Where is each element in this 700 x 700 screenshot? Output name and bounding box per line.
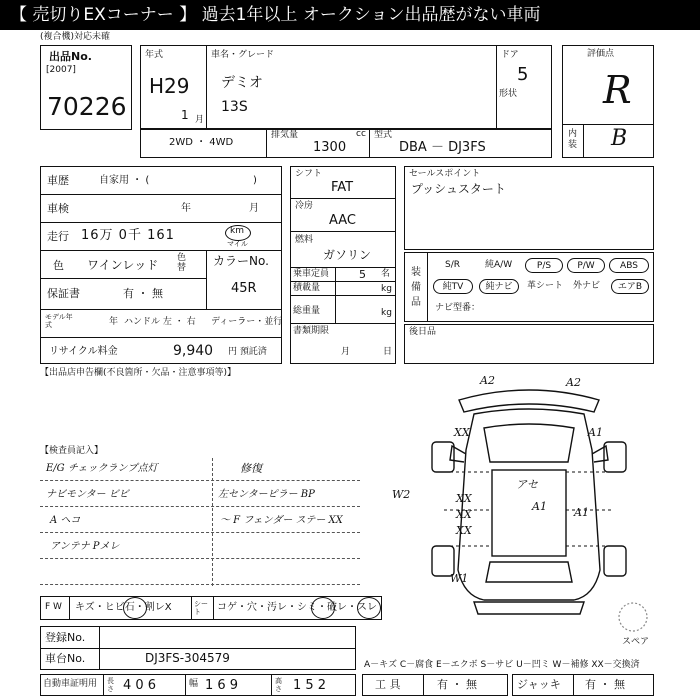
sales-point-value: プッシュスタート [411,182,506,196]
handle-value: ハンドル 左 ・ 右 [124,317,196,327]
inspection-month: 月 [249,203,259,214]
recycle-value: 9,940 [173,343,214,359]
mileage-label: 走行 [47,230,69,243]
model-year-label: モデル年式 [45,313,73,329]
aircon-value: AAC [329,213,356,228]
equip-pw: P/W [567,258,605,273]
shift-value: FAT [331,180,354,195]
color-value: ワインレッド [87,258,159,272]
weight-unit: kg [381,308,392,318]
equipment-box [404,252,654,322]
certificate-label: 自動車証明用 [43,679,98,689]
recycle-note: 円 預託済 [228,347,267,357]
fuel-value: ガソリン [323,248,372,262]
jack-label: ジャッキ [517,678,561,691]
year-label: 年式 [145,50,164,60]
exhibitor-label: 【出品店申告欄(不良箇所・欠品・注意事項等)】 [40,368,237,378]
chassis-label: 車台No. [45,652,86,665]
jack-value: 有 ・ 無 [585,678,625,691]
length-label: 長さ [107,677,114,693]
lot-year: [2007] [46,65,76,75]
color-no-label: カラーNo. [213,254,269,268]
note-right-1: 修復 [240,462,262,475]
equip-aw: 純A/W [485,260,513,270]
diagram-mark-a2-left: A2 [480,374,495,387]
seat-items: コゲ・穴・汚レ・シミ・破レ・スレ [217,602,377,613]
page-banner: 【 売切りEXコーナー 】 過去1年以上 オークション出品歴がない車両 [0,0,700,30]
load-unit: kg [381,284,392,294]
interior-score: B [611,126,628,151]
aircon-label: 冷房 [295,201,314,211]
shape-label: 形状 [499,89,518,99]
registration-month: 月 [341,347,351,357]
registration-label: 書類期限 [293,326,330,336]
weight-label: 総重量 [293,306,321,316]
equip-navi: 純ナビ [479,279,519,294]
spare-tire-icon [616,600,650,634]
note-right-2: 左センターピラー BP [218,489,315,500]
equipment-label: 装備品 [411,267,421,308]
diagram-mark-ase: アセ [516,478,538,491]
year-value: H29 [149,74,190,98]
door-label: ドア [501,50,519,60]
diagram-mark-w1: W1 [450,572,469,585]
length-value: 4 0 6 [123,678,157,693]
fw-seat-box [40,596,382,620]
tools-value: 有 ・ 無 [437,678,477,691]
warranty-label: 保証書 [47,287,80,300]
car-info-box [140,45,552,130]
height-value: 1 5 2 [293,678,327,693]
score-box [562,45,654,158]
diagram-mark-a2-right: A2 [566,376,581,389]
recycle-label: リサイクル料金 [49,346,118,357]
equip-sr: S/R [445,260,460,270]
lot-box [40,45,132,130]
type-value: DBA － DJ3FS [399,140,486,155]
fw-mark-circle [123,597,147,619]
equip-airbag: エアB [611,279,649,294]
post-date-label: 後日品 [409,327,437,337]
mileage-unit-mile: マイル [227,240,248,248]
warranty-value: 有 ・ 無 [123,287,163,300]
inspection-label: 車検 [47,202,69,215]
inspection-year: 年 [181,203,191,214]
diagram-mark-xx-2: XX [456,492,472,505]
sales-point-box [404,166,654,250]
tools-box [362,674,508,696]
model-label: 車名・グレード [211,50,275,60]
certificate-box [40,674,356,696]
diagram-mark-xx-1: XX [454,426,470,439]
registration-box [40,626,356,670]
car-grade: 13S [221,99,248,115]
capacity-value: 5 [359,268,366,281]
door-count: 5 [517,64,529,85]
seat-label: シート [194,600,208,616]
spec-left-box [40,166,282,364]
mileage-value: 16万 0千 161 [81,228,175,243]
damage-legend: A－キズ C－腐食 E－エクボ S－サビ U－凹ミ W－補修 XX－交換済 [364,660,640,670]
lot-label: 出品No. [49,50,92,63]
month-value: 1 [181,108,189,122]
diagram-mark-xx-3: XX [456,508,472,521]
color-no-value: 45R [231,281,257,296]
drive-type: 2WD ・ 4WD [169,137,234,148]
capacity-label: 乗車定員 [293,269,330,279]
header-note: (複合機)対応未確 [40,32,111,42]
sales-point-label: セールスポイント [409,169,481,179]
spare-label: スペア [622,637,650,647]
navi-type-label: ナビ型番： [435,303,481,313]
equip-leather: 革シート [527,281,564,291]
car-diagram [392,370,654,620]
equip-abs: ABS [609,258,649,273]
diagram-mark-a1-3: A1 [574,506,589,519]
width-label: 幅 [189,679,199,689]
diagram-mark-a1-1: A1 [588,426,603,439]
chassis-value: DJ3FS-304579 [145,651,230,665]
fw-label: F W [45,602,62,612]
note-left-2: ナビモンター ビビ [46,489,129,500]
mileage-unit-km: km [230,226,244,236]
equip-ext-navi: 外ナビ [573,281,601,291]
load-label: 積載量 [293,283,321,293]
note-right-3: ～ F フェンダー ステー XX [220,515,343,526]
seat-mark-circle-2 [357,597,381,619]
diagram-mark-a1-2: A1 [532,500,547,513]
jack-box [512,674,654,696]
note-left-4: アンテナ Pメレ [50,541,120,552]
equip-ps: P/S [525,258,563,273]
score-value: R [603,68,632,112]
month-unit: 月 [195,115,205,125]
width-value: 1 6 9 [205,678,239,693]
interior-label: 内装 [568,129,578,150]
model-year-unit: 年 [109,317,119,327]
cc-value: 1300 [313,140,347,155]
cc-unit: cc [356,129,366,139]
capacity-unit: 名 [381,269,391,279]
note-left-1: E/G チェックランプ点灯 [46,463,158,474]
history-value: 自家用 ・ ( [99,175,150,186]
lot-number: 70226 [47,92,127,121]
spec-mid-box [290,166,396,364]
height-label: 高さ [275,677,282,693]
type-label: 型式 [374,130,393,140]
diagram-mark-w2: W2 [392,488,411,501]
inspector-notes [40,458,360,590]
seat-mark-circle-1 [311,597,335,619]
post-date-box [404,324,654,364]
fw-items: キズ・ヒビ石・割レX [75,602,172,613]
diagram-mark-xx-4: XX [456,524,472,537]
history-label: 車歴 [47,174,69,187]
fuel-label: 燃料 [295,235,314,245]
car-name: デミオ [221,75,263,91]
equip-tv: 純TV [433,279,473,294]
registration-no-label: 登録No. [45,631,86,644]
cc-label: 排気量 [271,130,299,140]
tools-label: 工 具 [375,678,401,691]
history-close: ) [253,175,257,186]
inspector-label: 【検査員記入】 [40,446,104,456]
score-label: 評価点 [587,49,615,59]
shift-label: シフト [295,169,323,179]
color-label: 色 [53,259,64,272]
note-left-3: A ヘコ [50,515,81,526]
drive-cc-box [140,128,552,158]
registration-day: 日 [383,347,393,357]
dealer-value: ディーラー・並行 [211,317,283,327]
color-change-label: 色替 [177,253,187,273]
